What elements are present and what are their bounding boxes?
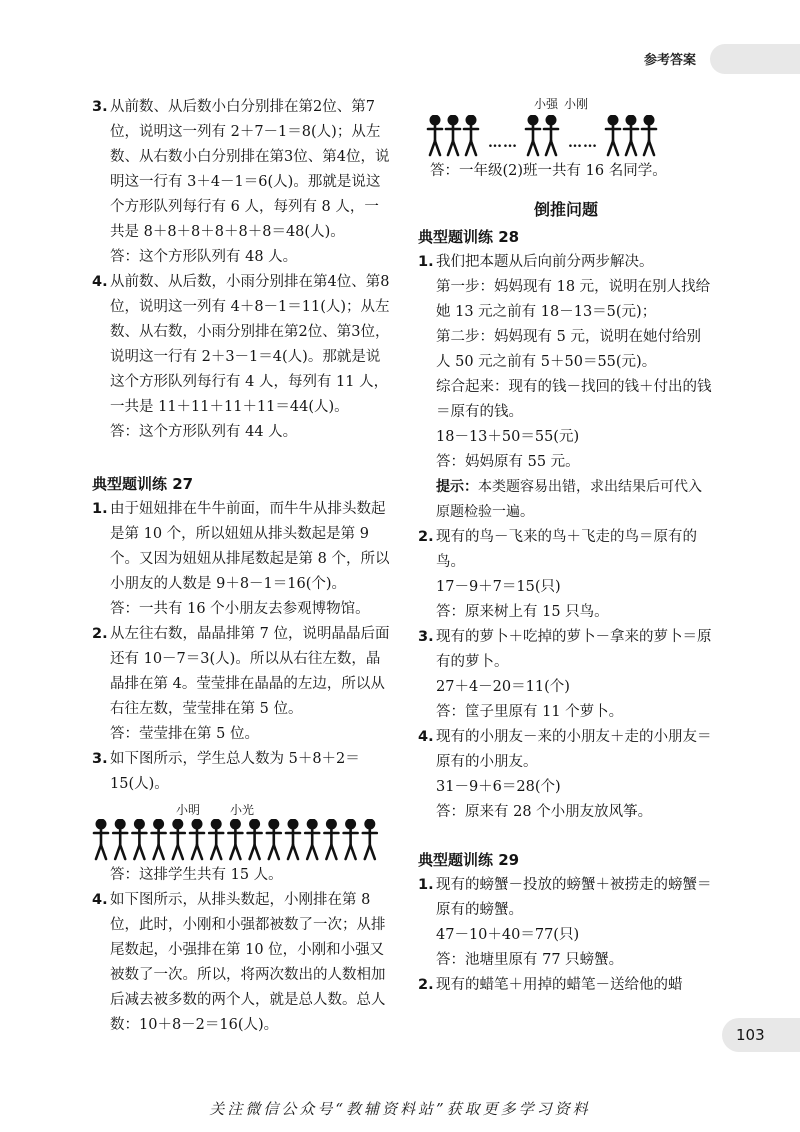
item-number: 3. (92, 751, 108, 767)
stick-figure (363, 820, 377, 859)
item-number: 1. (92, 501, 108, 517)
stick-figure (113, 820, 127, 859)
stick-figure (228, 820, 242, 859)
list-item (418, 250, 714, 275)
stick-figure (171, 820, 185, 859)
stick-figure (248, 820, 262, 859)
formula-line: 17－9＋7＝15(只) (436, 579, 561, 595)
section-heading: 典型题训练 29 (418, 851, 520, 869)
item-number: 2. (418, 529, 434, 545)
item-text: 现有的鸟－飞来的鸟＋飞走的鸟＝原有的鸟。 (436, 529, 697, 570)
stick-figures-groups (426, 115, 660, 157)
stick-figure (324, 820, 338, 859)
section-heading: 典型题训练 28 (418, 228, 520, 246)
step-line: 第一步：妈妈现有 18 元，说明在别人找给她 13 元之前有 18－13＝5(元)； (436, 279, 711, 320)
header-tab (710, 44, 800, 74)
tip-line (418, 475, 714, 525)
queue-figure-16 (418, 95, 714, 159)
item-number: 4. (92, 892, 108, 908)
list-item (418, 973, 714, 998)
answer-line: 答：筐子里原有 11 个萝卜。 (436, 704, 624, 720)
list-item (92, 747, 392, 797)
stick-figure (286, 820, 300, 859)
figure-label-xiaoming: 小明 (176, 803, 201, 817)
stick-figure (642, 116, 656, 155)
stick-figure (209, 820, 223, 859)
tip-label: 提示： (436, 479, 478, 495)
stick-figure (305, 820, 319, 859)
header-label: 参考答案 (644, 53, 697, 68)
answer-line: 答：一共有 16 个小朋友去参观博物馆。 (110, 601, 370, 617)
formula-line: 47－10＋40＝77(只) (436, 927, 580, 943)
formula-line: 18－13＋50＝55(元) (436, 429, 580, 445)
answer-line: 答：原来树上有 15 只鸟。 (436, 604, 609, 620)
list-item (92, 497, 392, 597)
list-item (418, 725, 714, 775)
item-number: 1. (418, 877, 434, 893)
stick-figure (526, 116, 540, 155)
item-text: 我们把本题从后向前分两步解决。 (436, 254, 654, 270)
stick-figure (446, 116, 460, 155)
item-number: 2. (418, 977, 434, 993)
item-text: 从前数、从后数，小雨分别排在第4位、第8位，说明这一列有 4＋8－1＝11(人)；从左数、从右数，小雨分别排在第2位、第3位，说明这一行有 2＋3－1＝4(人)。那就是说这个方形队列每行有 4 人，每列有 11 人，一共是 11＋11＋11＋11＝44(人)。 (110, 274, 390, 415)
stick-figure (132, 820, 146, 859)
item-text: 从左往右数，晶晶排第 7 位，说明晶晶后面还有 10－7＝3(人)。所以从右往左数，晶晶排在第 4。莹莹排在晶晶的左边，所以从右往左数，莹莹排在第 5 位。 (110, 626, 390, 717)
item-number: 3. (418, 629, 434, 645)
figure-label-xiaoqiang: 小强 (534, 97, 559, 111)
ellipsis-dots: …… (488, 135, 518, 151)
section-title: 倒推问题 (533, 200, 598, 219)
item-text: 现有的小朋友－来的小朋友＋走的小朋友＝原有的小朋友。 (436, 729, 712, 770)
section-heading: 典型题训练 27 (92, 475, 194, 493)
step-line: 第二步：妈妈现有 5 元，说明在她付给别人 50 元之前有 5＋50＝55(元)。 (436, 329, 701, 370)
tip-text: 本类题容易出错，求出结果后可代入原题检验一遍。 (436, 479, 702, 520)
formula-line: 27＋4－20＝11(个) (436, 679, 570, 695)
answer-line: 答：妈妈原有 55 元。 (436, 454, 580, 470)
stick-figure (428, 116, 442, 155)
stick-figure (624, 116, 638, 155)
item-text: 现有的蜡笔＋用掉的蜡笔－送给他的蜡 (436, 977, 683, 993)
stick-figure-group (604, 115, 660, 157)
stick-figure (152, 820, 166, 859)
answer-line: 答：池塘里原有 77 只螃蟹。 (436, 952, 624, 968)
item-number: 1. (418, 254, 434, 270)
figure-label-xiaogang: 小刚 (564, 97, 589, 111)
stick-figure-group (524, 115, 562, 157)
answer-line: 答：这个方形队列有 44 人。 (110, 424, 298, 440)
item-number: 4. (92, 274, 108, 290)
list-item (92, 95, 392, 245)
stick-figure (94, 820, 108, 859)
queue-figure-15 (92, 801, 392, 863)
ellipsis-dots: …… (568, 135, 598, 151)
answer-line: 答：莹莹排在第 5 位。 (110, 726, 259, 742)
right-column (418, 95, 714, 998)
item-text: 如下图所示，学生总人数为 5＋8＋2＝15(人)。 (110, 751, 360, 792)
answer-line: 答：原来有 28 个小朋友放风筝。 (436, 804, 653, 820)
left-column (92, 95, 392, 1038)
item-number: 4. (418, 729, 434, 745)
stick-figure (544, 116, 558, 155)
answer-line: 答：一年级(2)班一共有 16 名同学。 (430, 163, 667, 179)
stick-figure (344, 820, 358, 859)
list-item (92, 622, 392, 722)
stick-figure (606, 116, 620, 155)
item-text: 从前数、从后数小白分别排在第2位、第7位，说明这一列有 2＋7－1＝8(人)；从左数、从右数小白分别排在第3位、第4位，说明这一行有 3＋4－1＝6(人)。那就是说这个方形队列每行有 6 人，每列有 8 人，一共是 8＋8＋8＋8＋8＋8＝48(人)。 (110, 99, 390, 240)
list-item (418, 525, 714, 575)
combined-line: 综合起来：现有的钱－找回的钱＋付出的钱＝原有的钱。 (436, 379, 712, 420)
item-text: 现有的螃蟹－投放的螃蟹＋被捞走的螃蟹＝原有的螃蟹。 (436, 877, 712, 918)
item-text: 现有的萝卜＋吃掉的萝卜－拿来的萝卜＝原有的萝卜。 (436, 629, 712, 670)
stick-figure (464, 116, 478, 155)
answer-line: 答：这排学生共有 15 人。 (110, 867, 283, 883)
item-text: 由于妞妞排在牛牛前面，而牛牛从排头数起是第 10 个，所以妞妞从排头数起是第 9 个。又因为妞妞从排尾数起是第 8 个，所以小朋友的人数是 9＋8－1＝16(个)。 (110, 501, 390, 592)
list-item (92, 888, 392, 1038)
item-number: 3. (92, 99, 108, 115)
list-item (92, 270, 392, 420)
footer-note: 关注微信公众号“教辅资料站”获取更多学习资料 (209, 1100, 591, 1118)
list-item (418, 625, 714, 675)
stick-figure-group (426, 115, 482, 157)
list-item (418, 873, 714, 923)
stick-figure (190, 820, 204, 859)
formula-line: 31－9＋6＝28(个) (436, 779, 561, 795)
stick-figure (267, 820, 281, 859)
answer-line: 答：这个方形队列有 48 人。 (110, 249, 298, 265)
stick-figures-row (92, 819, 392, 863)
item-text: 如下图所示，从排头数起，小刚排在第 8 位，此时，小刚和小强都被数了一次；从排尾数起，小强排在第 10 位，小刚和小强又被数了一次。所以，将两次数出的人数相加后减去被多数的两个人，就是总人数。总人数：10＋8－2＝16(人)。 (110, 892, 386, 1033)
item-number: 2. (92, 626, 108, 642)
figure-label-xiaoguang: 小光 (230, 803, 255, 817)
page-number: 103 (736, 1026, 765, 1044)
